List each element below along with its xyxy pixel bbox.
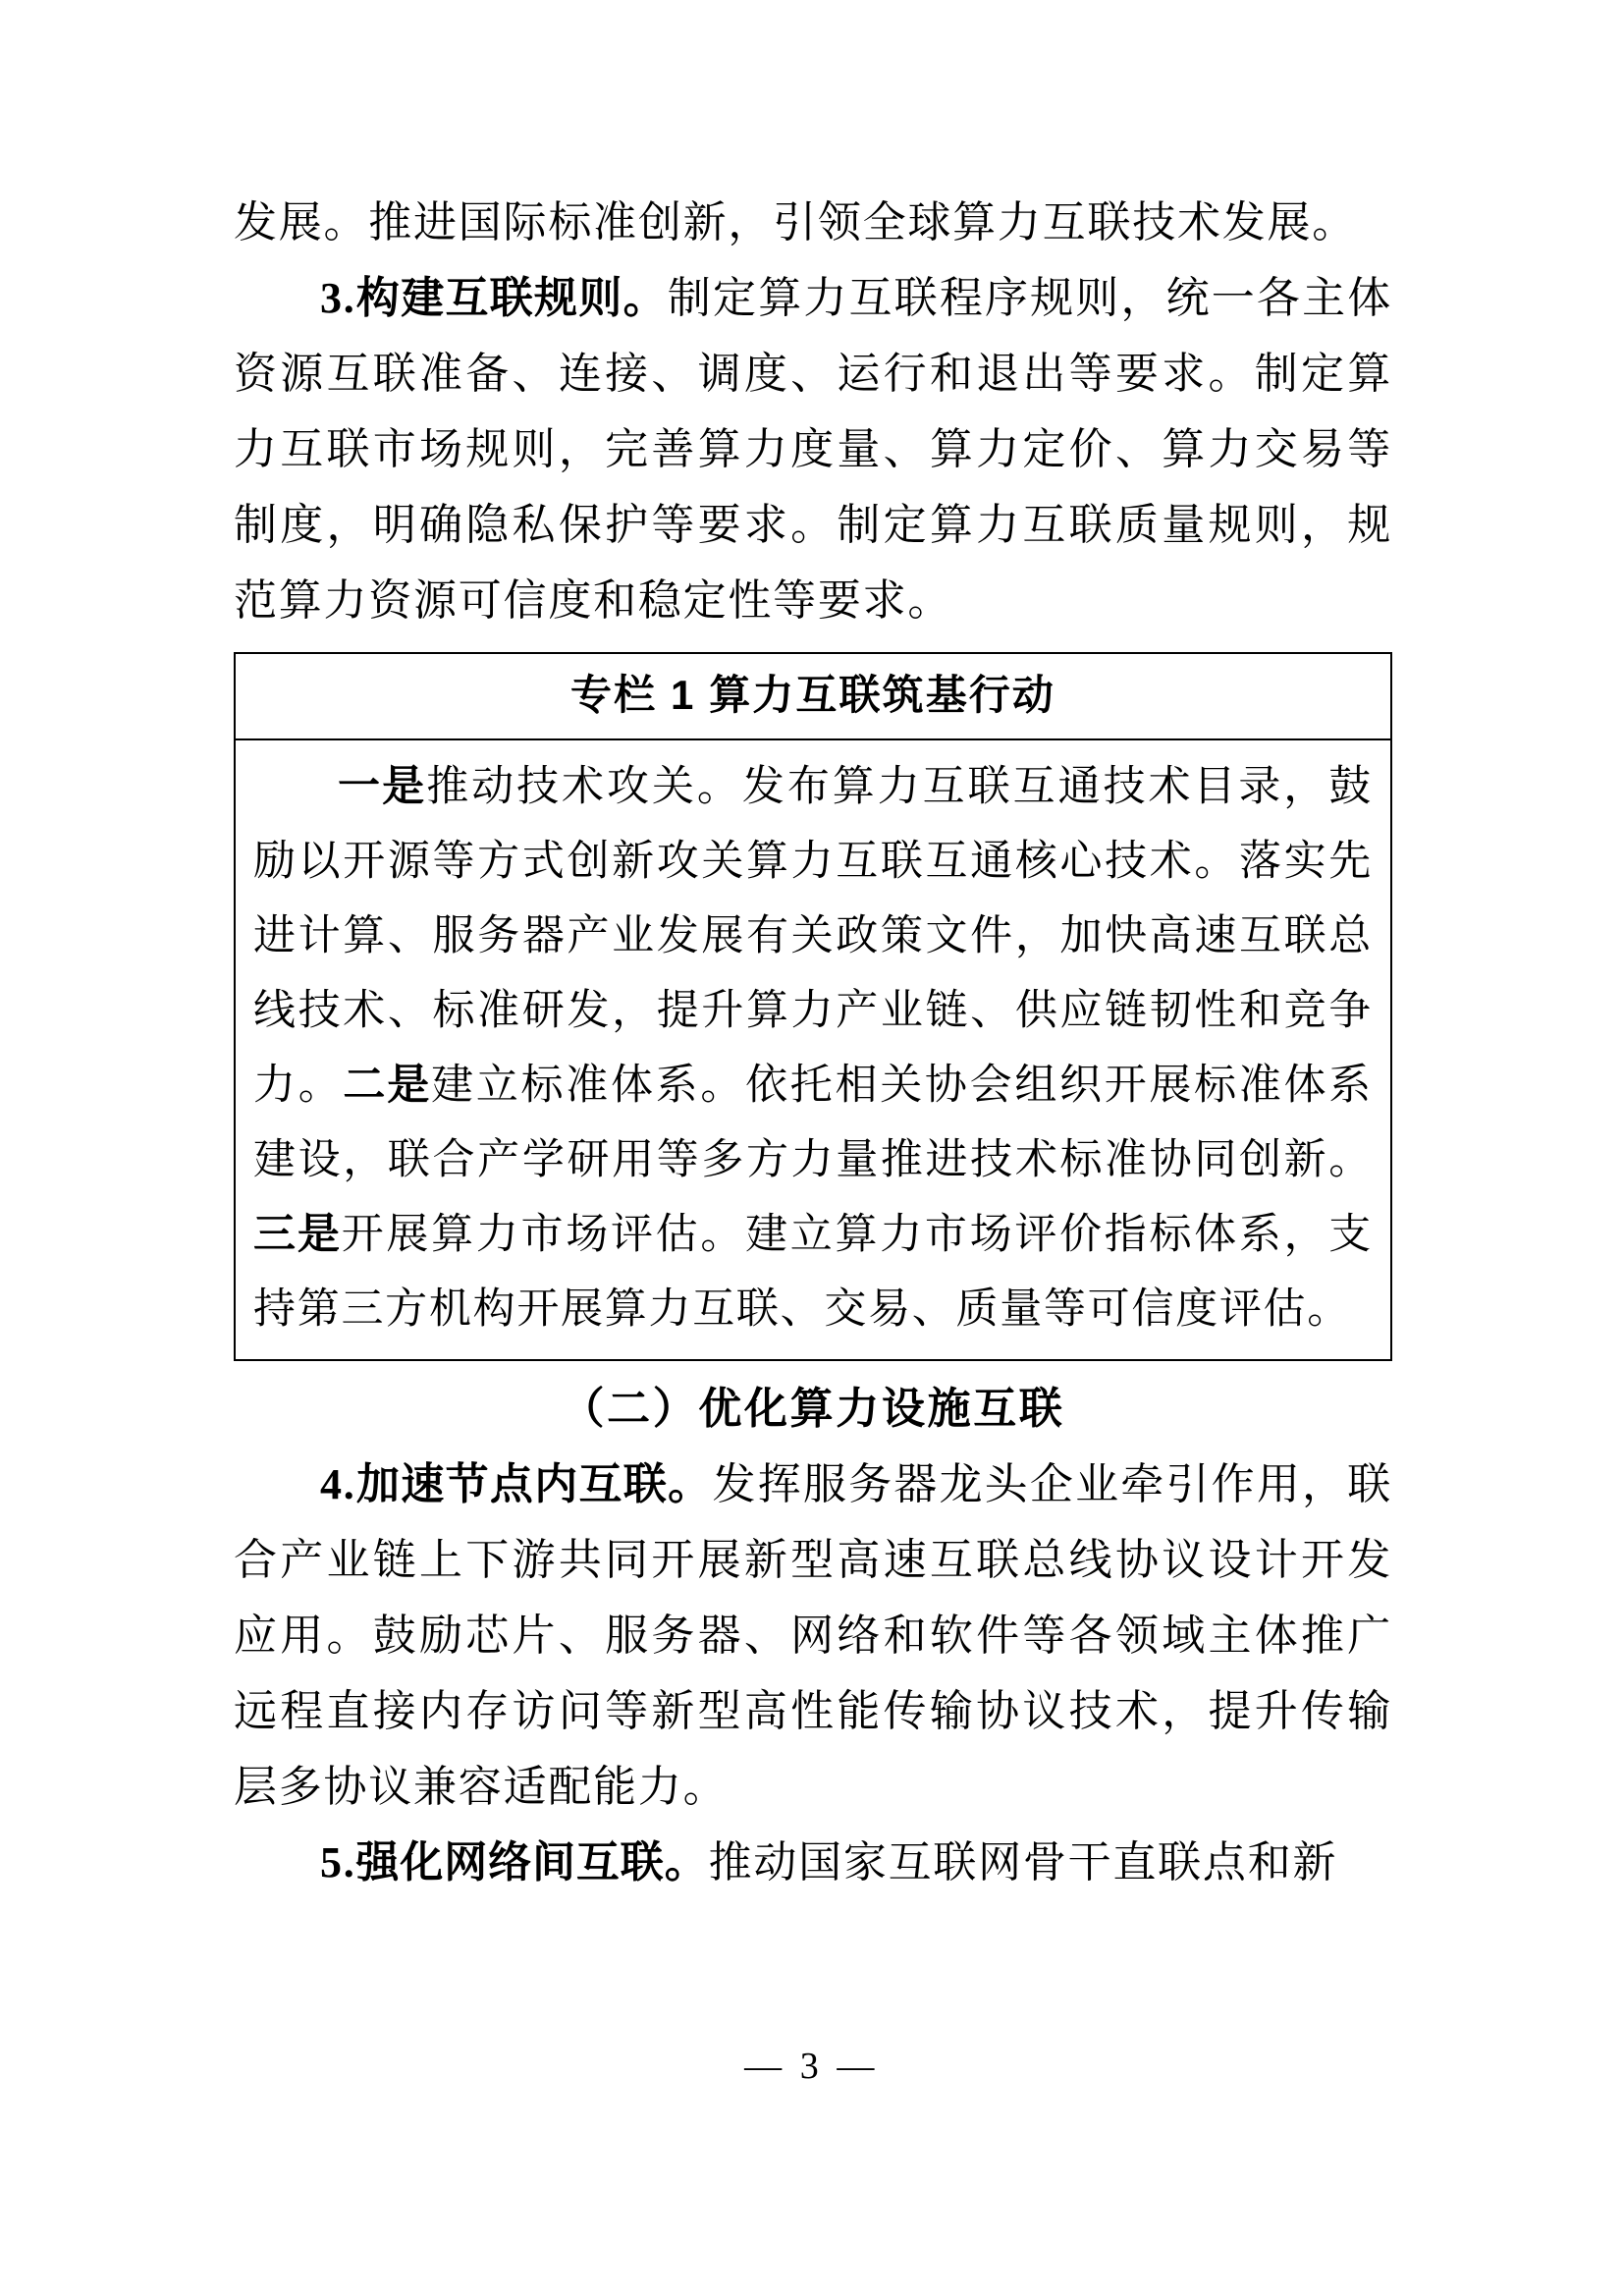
paragraph-3-lead: 构建互联规则。 [355,274,668,322]
callout-item-3-text: 开展算力市场评估。建立算力市场评价指标体系，支持第三方机构开展算力互联、交易、质量等可信度评估。 [253,1212,1373,1333]
page-number: — 3 — [744,2046,879,2087]
paragraph-5 [234,1825,1392,1900]
callout-item-1-lead: 一是 [338,764,427,810]
page-content [234,185,1392,1900]
paragraph-continuation [234,185,1392,260]
paragraph-text: 发展。推进国际标准创新，引领全球算力互联技术发展。 [234,198,1357,246]
paragraph-4 [234,1447,1392,1825]
callout-item-1 [253,750,1373,1347]
paragraph-5-text: 推动国家互联网骨干直联点和新 [708,1838,1338,1886]
paragraph-5-number: 5. [320,1838,356,1886]
callout-item-3-lead: 三是 [253,1212,342,1258]
paragraph-4-number: 4. [320,1460,356,1508]
paragraph-5-lead: 强化网络间互联。 [355,1838,709,1886]
callout-item-2-text: 建立标准体系。依托相关协会组织开展标准体系建设，联合产学研用等多方力量推进技术标准协同创新。 [253,1063,1373,1183]
callout-item-2-lead: 二是 [343,1063,432,1109]
paragraph-3 [234,260,1392,638]
paragraph-4-lead: 加速节点内互联。 [355,1460,713,1508]
callout-item-1-text: 推动技术攻关。发布算力互联互通技术目录，鼓励以开源等方式创新攻关算力互联互通核心技术。落实先进计算、服务器产业发展有关政策文件，加快高速互联总线技术、标准研发，提升算力产业链、供应链韧性和竞争力。 [253,764,1373,1109]
callout-box-body [236,740,1390,1359]
paragraph-4-text: 发挥服务器龙头企业牵引作用，联合产业链上下游共同开展新型高速互联总线协议设计开发应用。鼓励芯片、服务器、网络和软件等各领域主体推广远程直接内存访问等新型高性能传输协议技术，提升传输层多协议兼容适配能力。 [234,1460,1392,1811]
callout-box [234,652,1392,1361]
section-heading-2: （二）优化算力设施互联 [561,1385,1065,1433]
paragraph-3-text: 制定算力互联程序规则，统一各主体资源互联准备、连接、调度、运行和退出等要求。制定算力互联市场规则，完善算力度量、算力定价、算力交易等制度，明确隐私保护等要求。制定算力互联质量规则，规范算力资源可信度和稳定性等要求。 [234,274,1392,625]
callout-box-title: 专栏 1 算力互联筑基行动 [236,654,1390,740]
paragraph-3-number: 3. [320,274,356,322]
